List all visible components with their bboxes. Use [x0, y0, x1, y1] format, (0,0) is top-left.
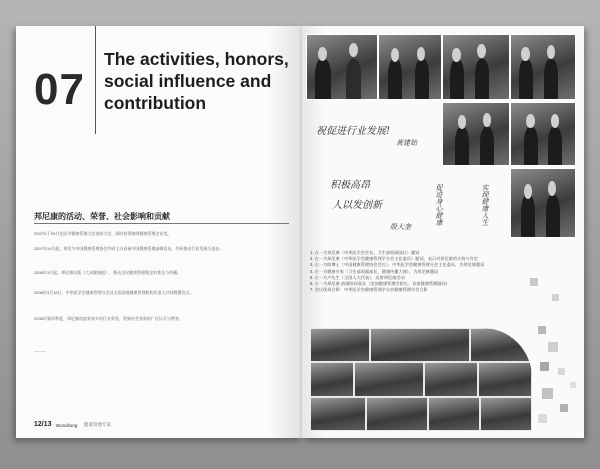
- pixel-square: [560, 404, 568, 412]
- signature: 殷大奎: [390, 223, 411, 231]
- calligraphy: 人以发创新: [332, 200, 382, 211]
- pixel-square: [542, 388, 553, 399]
- caption: 6. 右一为邦尼康 前排陪同嘉宾（美国健康管理学院长、首席健康管理顾问）: [310, 281, 450, 287]
- pixel-square: [540, 362, 549, 371]
- calligraphy: 实现健康人生: [481, 184, 489, 226]
- pixel-square: [548, 342, 558, 352]
- calligraphy: 积极高昂: [330, 180, 370, 191]
- caption: 3. 右一为陈博士（中国健康管理协会会长），中华医学会健康管理分会主任委员，为邦尼康题词: [310, 262, 485, 268]
- page-numbers: 12/13: [34, 421, 52, 428]
- footer-text: 健康管理专家: [84, 422, 111, 427]
- photo: [378, 34, 442, 100]
- photo: [510, 102, 576, 166]
- pixel-square: [538, 414, 547, 423]
- chapter-title: The activities, honors, social influence and contribution: [104, 49, 289, 113]
- photo: [306, 34, 378, 100]
- caption: 5. 右一为卢先生（全国人大代表），出席邦尼康活动: [310, 274, 405, 280]
- photo: [442, 102, 510, 166]
- section-rule: [34, 223, 289, 224]
- brand-logo: Bonnikang: [56, 423, 78, 428]
- pixel-square: [530, 278, 538, 286]
- signature: 黄建始: [396, 139, 417, 147]
- photo: [510, 34, 576, 100]
- photo-captions: [310, 250, 580, 293]
- calligraphy: 祝促进行业发展!: [316, 126, 391, 137]
- pixel-square: [558, 368, 565, 375]
- photo: [510, 168, 576, 238]
- left-page: [16, 26, 302, 438]
- calligraphy: 促进身心健康: [435, 184, 443, 226]
- caption: 4. 右一为健康专家（卫生部原副部长、健康传播大使），为邦尼康题词: [310, 268, 439, 274]
- paragraph: 2007年于05月在医学健康管理大会表彰大会，同时获得康师健康管理企业奖。: [34, 231, 172, 236]
- title-divider: [95, 26, 96, 134]
- pixel-square: [552, 294, 559, 301]
- photo: [442, 34, 510, 100]
- pixel-square: [570, 382, 576, 388]
- right-page: [302, 26, 584, 438]
- photo-mosaic: [310, 328, 532, 431]
- caption: 1. 在一为邦尼康（中华医学会会长、卫生部原副部长）题词: [310, 250, 420, 255]
- caption: 7. 会议现场合影：中华医学会健康管理学分会健康管理年会合影: [310, 287, 428, 293]
- caption: 2. 在一为邦尼康（中华医学会健康管理学分会主任委员）题词，表示对邦尼康的支持与肯定: [310, 256, 478, 262]
- paragraph: 2008年3月起，邦尼康出版《大众健康报》，推动全民健康管理理念的普及与传播。: [34, 270, 182, 275]
- paragraph: 2008年第四季度，邦尼康再度荣获多项行业荣誉，得到社会各界的广泛认可与赞誉。: [34, 316, 183, 321]
- pixel-square: [538, 326, 546, 334]
- chapter-number: 07: [34, 65, 85, 114]
- paragraph: 2008年3月18日，中华医学会健康管理分会及全国各地健康管理机构负责人共同签署宣言。: [34, 290, 194, 295]
- ellipsis: ……: [34, 348, 46, 354]
- section-title: 邦尼康的活动、荣誉、社会影响和贡献: [34, 212, 170, 221]
- paragraph: 2007年10月起，邦尼与中国健康管理协会共同主办首届中国健康管理高峰论坛，共同推动行业发展与进步。: [34, 246, 224, 251]
